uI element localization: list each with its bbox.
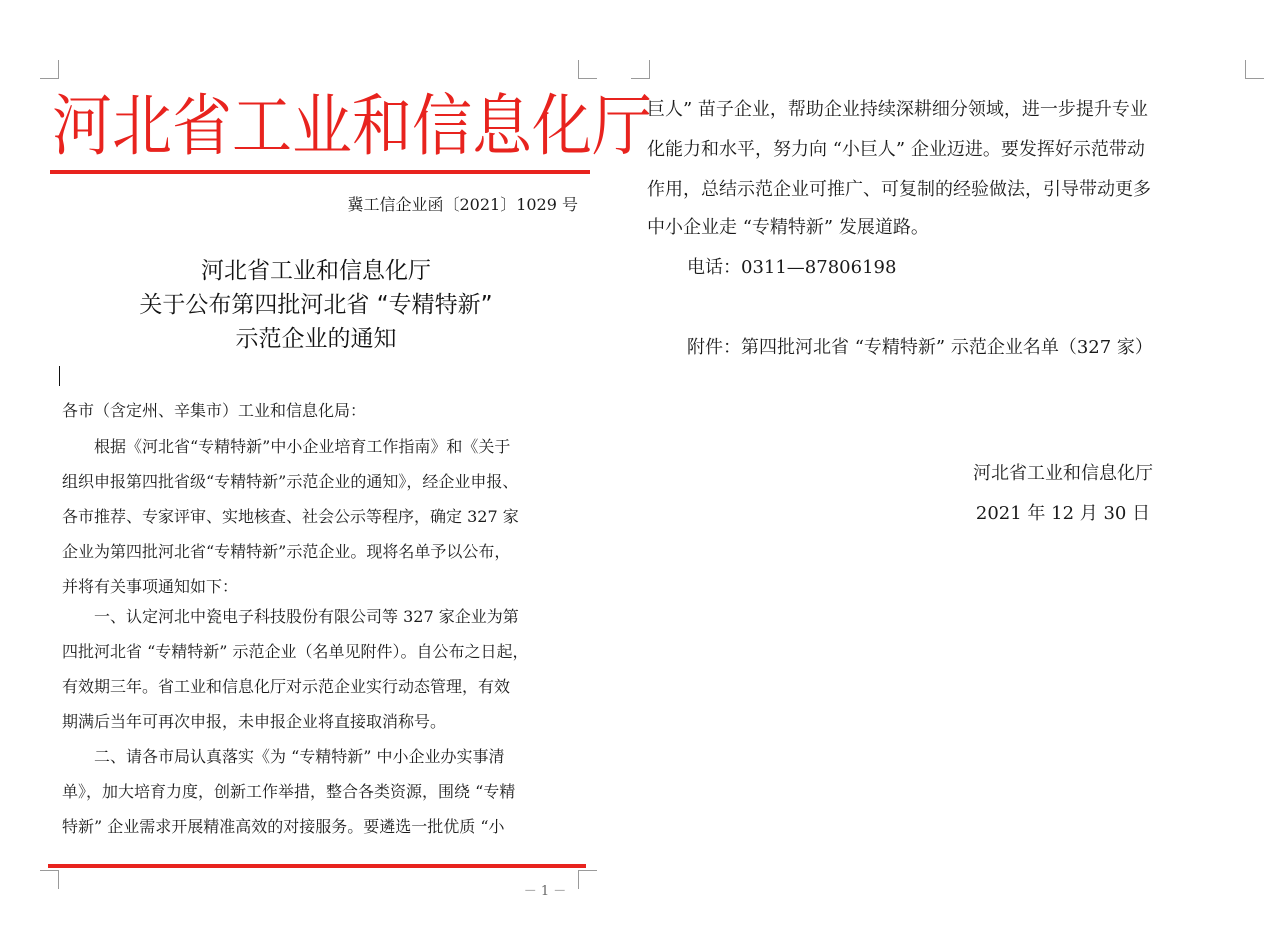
body-line: 二、请各市局认真落实《为 “专精特新” 中小企业办实事清 xyxy=(94,747,505,766)
footer-red-rule xyxy=(48,864,586,868)
signature-org: 河北省工业和信息化厅 xyxy=(973,463,1153,484)
crop-mark-bottom-right xyxy=(578,870,597,889)
phone-number: 电话：0311—87806198 xyxy=(687,257,897,278)
body-line: 根据《河北省“专精特新”中小企业培育工作指南》和《关于 xyxy=(94,437,511,456)
body-line: 有效期三年。省工业和信息化厅对示范企业实行动态管理，有效 xyxy=(62,677,511,696)
body-line: 企业为第四批河北省“专精特新”示范企业。现将名单予以公布， xyxy=(62,542,511,561)
title-line-3: 示范企业的通知 xyxy=(235,326,397,352)
red-masthead-title: 河北省工业和信息化厅 xyxy=(52,87,652,166)
body-line: 并将有关事项通知如下： xyxy=(62,577,239,596)
crop-mark-top-left xyxy=(631,60,650,79)
document-number: 冀工信企业函〔2021〕1029 号 xyxy=(347,195,578,214)
body-line: 中小企业走 “专精特新” 发展道路。 xyxy=(647,217,929,238)
crop-mark-bottom-left xyxy=(40,870,59,889)
title-line-1: 河北省工业和信息化厅 xyxy=(201,258,431,284)
body-line: 巨人” 苗子企业，帮助企业持续深耕细分领域，进一步提升专业 xyxy=(647,99,1148,120)
body-line: 组织申报第四批省级“专精特新”示范企业的通知》，经企业申报、 xyxy=(62,472,519,491)
body-line: 各市推荐、专家评审、实地核查、社会公示等程序，确定 327 家 xyxy=(62,507,519,526)
body-line: 四批河北省 “专精特新” 示范企业（名单见附件）。自公布之日起， xyxy=(62,642,529,661)
body-line: 一、认定河北中瓷电子科技股份有限公司等 327 家企业为第 xyxy=(94,607,519,626)
body-line: 单》，加大培育力度，创新工作举措，整合各类资源，围绕 “专精 xyxy=(62,782,516,801)
page-number: － 1 － xyxy=(523,884,567,899)
body-line: 特新” 企业需求开展精准高效的对接服务。要遴选一批优质 “小 xyxy=(62,817,505,836)
document-page-2 xyxy=(633,0,1266,949)
title-line-2: 关于公布第四批河北省 “专精特新” xyxy=(139,292,493,318)
signature-date: 2021 年 12 月 30 日 xyxy=(975,503,1151,524)
crop-mark-top-right xyxy=(578,60,597,79)
body-line: 化能力和水平，努力向 “小巨人” 企业迈进。要发挥好示范带动 xyxy=(647,139,1145,160)
body-line: 期满后当年可再次申报，未申报企业将直接取消称号。 xyxy=(62,712,447,731)
body-line: 作用，总结示范企业可推广、可复制的经验做法，引导带动更多 xyxy=(647,179,1151,200)
text-cursor[interactable] xyxy=(59,366,60,386)
crop-mark-top-left xyxy=(40,60,59,79)
salutation: 各市（含定州、辛集市）工业和信息化局： xyxy=(62,401,367,420)
attachment-note: 附件：第四批河北省 “专精特新” 示范企业名单（327 家） xyxy=(687,337,1153,358)
masthead-red-rule xyxy=(50,170,590,174)
crop-mark-top-right xyxy=(1245,60,1264,79)
